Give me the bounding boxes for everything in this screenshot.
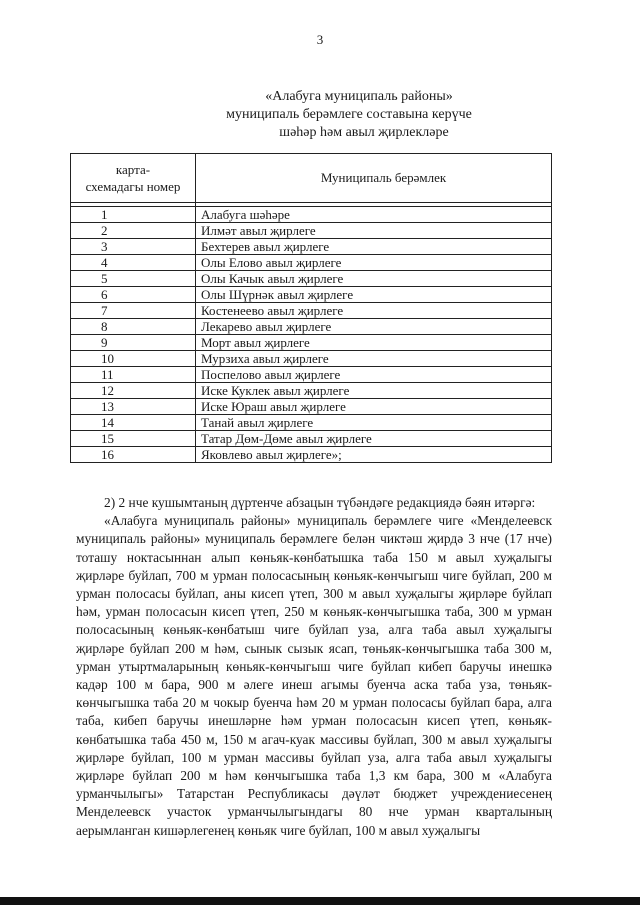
- row-map-number: 2: [71, 223, 196, 239]
- row-municipality-name: Бехтерев авыл җирлеге: [196, 239, 552, 255]
- table-row: [71, 303, 552, 319]
- row-map-number: 8: [71, 319, 196, 335]
- table-row: [71, 223, 552, 239]
- row-map-number: 3: [71, 239, 196, 255]
- row-municipality-name: Татар Дөм-Дөме авыл җирлеге: [196, 431, 552, 447]
- row-municipality-name: Мурзиха авыл җирлеге: [196, 351, 552, 367]
- row-map-number: 10: [71, 351, 196, 367]
- row-municipality-name: Морт авыл җирлеге: [196, 335, 552, 351]
- page-number: 3: [316, 32, 324, 47]
- table-row: [71, 255, 552, 271]
- row-map-number: 16: [71, 447, 196, 463]
- row-municipality-name: Олы Шүрнәк авыл җирлеге: [196, 287, 552, 303]
- row-municipality-name: Алабуга шәһәре: [196, 207, 552, 223]
- row-municipality-name: Танай авыл җирлеге: [196, 415, 552, 431]
- table-row: [71, 335, 552, 351]
- municipalities-table: [70, 153, 552, 463]
- table-row: [71, 383, 552, 399]
- row-map-number: 6: [71, 287, 196, 303]
- row-map-number: 13: [71, 399, 196, 415]
- row-map-number: 5: [71, 271, 196, 287]
- row-map-number: 14: [71, 415, 196, 431]
- row-municipality-name: Яковлево авыл җирлеге»;: [196, 447, 552, 463]
- row-map-number: 1: [71, 207, 196, 223]
- table-row: [71, 239, 552, 255]
- row-municipality-name: Иске Юраш авыл җирлеге: [196, 399, 552, 415]
- heading-line-3: шәһәр һәм авыл җирлекләре: [279, 125, 449, 140]
- heading-line-2: муниципаль берәмлеге составына керүче: [226, 107, 472, 122]
- table-row: [71, 447, 552, 463]
- row-map-number: 12: [71, 383, 196, 399]
- paragraph-boundary-description: «Алабуга муниципаль районы» муниципаль берәмлеге чиге «Менделеевск муниципаль районы» муниципаль берәмлеге белән чиктәш җирдә 3 нче (17 нче) тоташу ноктасыннан алып көньяк-көнбатышка таба 150 м авыл хуҗалыгы җирләре буйлап, 700 м урман полосасының көньяк-көнчыгыш чиге буйлап, 200 м урман полосасы буйлап, аны кисеп үтеп, 300 м авыл хуҗалыгы җирләре буйлап һәм, урман полосасын кисеп үтеп, 250 м көньяк-көнчыгышка таба, 300 м урман полосасының көньяк-көнбатыш чиге буйлап уза, алга таба авыл хуҗалыгы җирләре буйлап 200 м һәм, сынык сызык ясап, төньяк-көнчыгышка таба 300 м, урман утыртмаларының көньяк-көнчыгыш чиге буйлап кибеп баручы инешкә кадәр 100 м бара, 900 м әлеге инеш агымы буенча аска таба уза, төньяк-көнчыгышка таба 20 м чокыр буенча һәм 20 м урман полосасы буйлап бара, алга таба, кибеп баручы инешләрне һәм урман полосасын кисеп үтеп, көньяк-көнбатышка таба 450 м, 150 м агач-куак массивы буйлап, 300 м авыл хуҗалыгы җирләре буйлап, 100 м урман массивы буйлап уза, алга таба авыл хуҗалыгы җирләре буйлап 200 м һәм көнчыгышка таба 1,3 км бара, 300 м «Алабуга урманчылыгы» Татарстан Республикасы дәүләт бюджет учреждениесенең Менделеевск участок урманчылыгындагы 80 нче урман кварталының аерымланган кишәрлегенең көньяк чиге буйлап, 100 м авыл хуҗалыгы: [76, 513, 552, 838]
- row-map-number: 7: [71, 303, 196, 319]
- body-text: [76, 494, 552, 840]
- paragraph-amendment: 2) 2 нче кушымтаның дүртенче абзацын түбәндәге редакциядә бәян итәргә:: [104, 495, 536, 510]
- header-municipality: Муниципаль берәмлек: [196, 154, 552, 203]
- row-map-number: 15: [71, 431, 196, 447]
- row-municipality-name: Лекарево авыл җирлеге: [196, 319, 552, 335]
- row-municipality-name: Иске Куклек авыл җирлеге: [196, 383, 552, 399]
- header-map-number: [71, 154, 196, 203]
- table-row: [71, 431, 552, 447]
- header-map-number-label: карта- схемадагы номер: [85, 162, 181, 194]
- row-map-number: 11: [71, 367, 196, 383]
- document-heading: [0, 88, 640, 142]
- row-municipality-name: Илмәт авыл җирлеге: [196, 223, 552, 239]
- table-row: [71, 271, 552, 287]
- row-municipality-name: Олы Качык авыл җирлеге: [196, 271, 552, 287]
- row-map-number: 9: [71, 335, 196, 351]
- table-body: [71, 207, 552, 463]
- row-municipality-name: Поспелово авыл җирлеге: [196, 367, 552, 383]
- row-municipality-name: Олы Елово авыл җирлеге: [196, 255, 552, 271]
- table-row: [71, 399, 552, 415]
- table-row: [71, 351, 552, 367]
- table-row: [71, 367, 552, 383]
- row-map-number: 4: [71, 255, 196, 271]
- table-row: [71, 287, 552, 303]
- row-municipality-name: Костенеево авыл җирлеге: [196, 303, 552, 319]
- table-header-row: [71, 154, 552, 203]
- table-row: [71, 415, 552, 431]
- table-row: [71, 207, 552, 223]
- bottom-border-rule: [0, 897, 640, 905]
- heading-line-1: «Алабуга муниципаль районы»: [265, 89, 453, 104]
- table-row: [71, 319, 552, 335]
